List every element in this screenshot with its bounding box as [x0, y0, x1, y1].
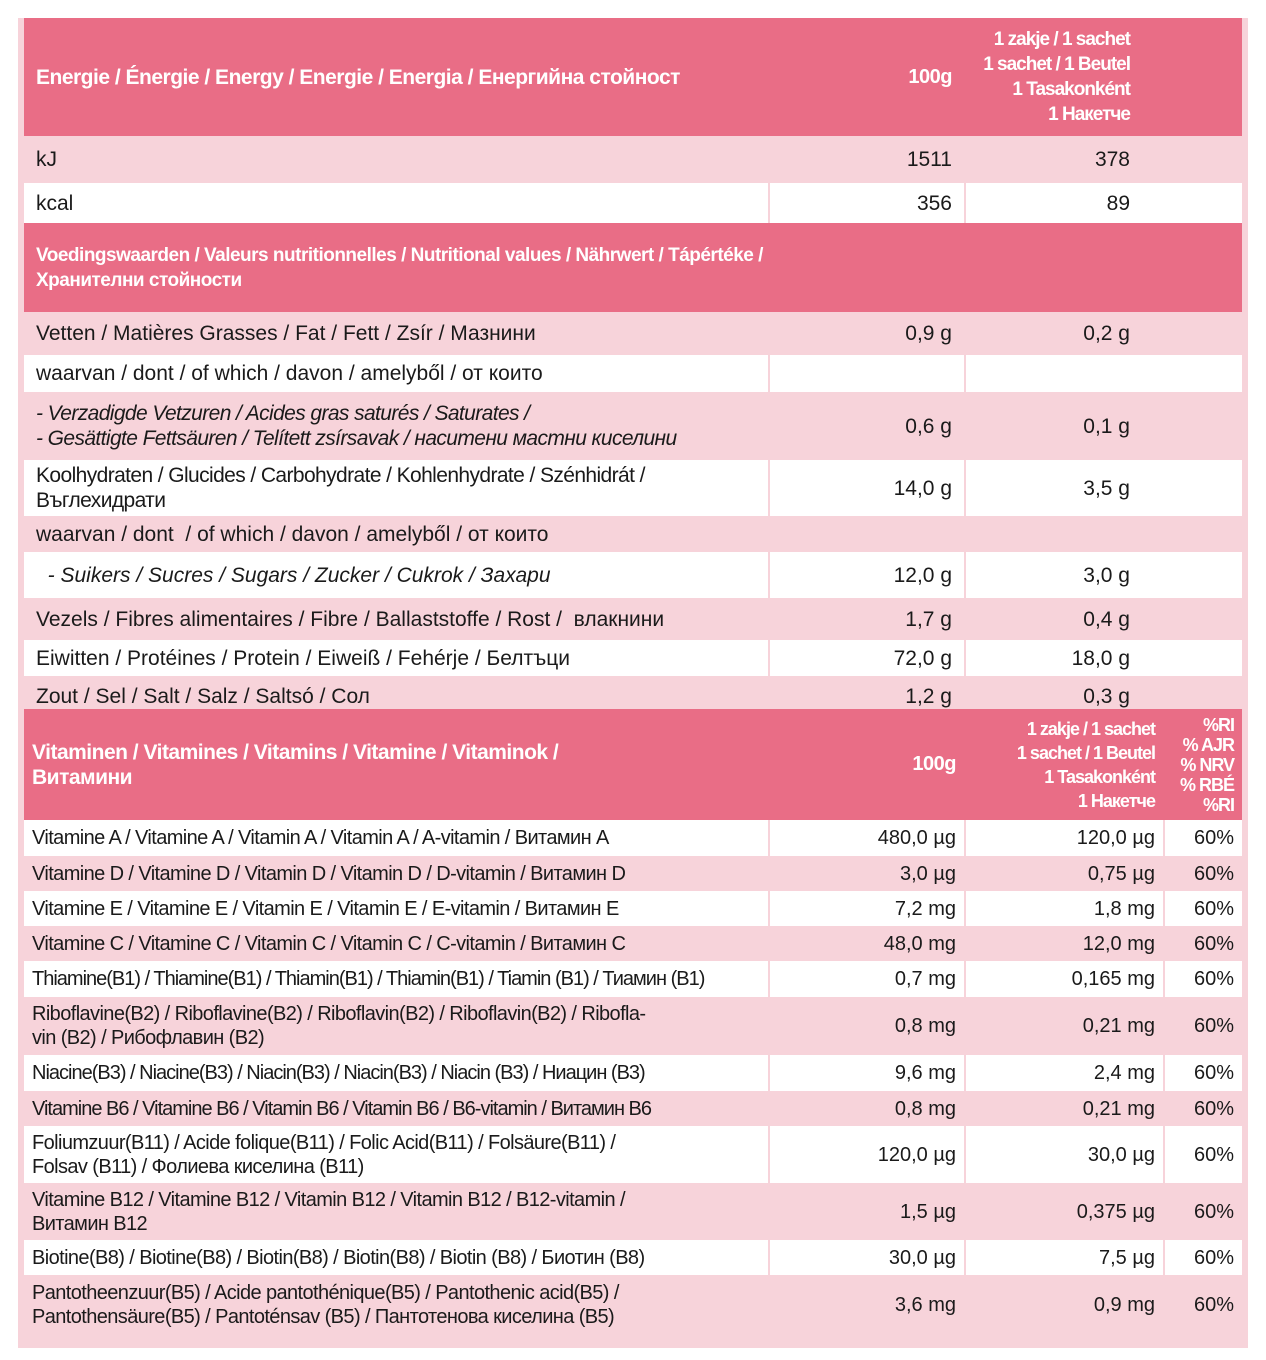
row-ri: 60% — [1163, 856, 1242, 891]
row-sachet: 378 — [964, 136, 1242, 183]
row-label-line: Vitamine E / Vitamine E / Vitamin E / Vitamin E / E-vitamin / Витамин E — [32, 897, 619, 920]
row-sachet: 0,9 mg — [964, 1275, 1163, 1335]
row-sachet: 12,0 mg — [964, 926, 1163, 961]
table-row — [24, 820, 1242, 856]
row-sachet: 0,21 mg — [964, 997, 1163, 1055]
table-row — [24, 926, 1242, 961]
row-label: Zout / Sel / Salt / Salz / Saltsó / Сол — [24, 676, 768, 716]
row-label-line: Koolhydraten / Glucides / Carbohydrate / Kohlenhydrate / Szénhidrát / — [36, 464, 645, 487]
row-per100: 120,0 µg — [768, 1126, 964, 1183]
row-per100: 0,9 g — [768, 312, 964, 355]
row-label-line: Niacine(B3) / Niacine(B3) / Niacin(B3) / Niacin(B3) / Niacin (B3) / Ниацин (B3) — [32, 1062, 645, 1084]
row-per100: 9,6 mg — [768, 1055, 964, 1091]
row-label — [24, 820, 768, 856]
row-label: kcal — [24, 183, 768, 223]
row-label: waarvan / dont / of which / davon / amelyből / от които — [24, 355, 768, 392]
energy-header-label: Energie / Énergie / Energy / Energie / Energia / Енергийна стойност — [24, 18, 768, 136]
row-label: - Suikers / Sucres / Sugars / Zucker / Cukrok / Захари — [24, 552, 768, 598]
row-sachet: 0,3 g — [964, 676, 1242, 716]
nutrition-header-row — [24, 223, 1242, 312]
energy-header-sachet-line: 1 sachet / 1 Beutel — [983, 54, 1130, 75]
row-sachet: 0,1 g — [964, 392, 1242, 460]
row-label — [24, 1126, 768, 1183]
row-label — [24, 1055, 768, 1091]
row-sachet: 1,8 mg — [964, 891, 1163, 926]
nutrition-header-label: Voedingswaarden / Valeurs nutritionnelles / Nutritional values / Nährwert / Tápértéke / Хранителни стойности — [24, 223, 1242, 312]
table-row — [24, 516, 1242, 552]
row-label-line: vin (B2) / Рибофлавин (B2) — [32, 1027, 265, 1049]
table-row — [24, 1091, 1242, 1126]
table-row — [24, 136, 1242, 183]
row-sachet — [964, 355, 1242, 392]
table-row — [24, 1183, 1242, 1240]
vitamins-header-row — [24, 709, 1242, 820]
row-per100: 14,0 g — [768, 460, 964, 516]
vitamins-header-sachet-line: 1 Накетче — [1077, 790, 1155, 811]
row-label — [24, 392, 768, 460]
row-label — [24, 1275, 768, 1335]
row-sachet: 0,75 µg — [964, 856, 1163, 891]
row-per100: 0,8 mg — [768, 997, 964, 1055]
vitamins-header-ri-line: % NRV — [1180, 754, 1234, 775]
row-per100: 1,7 g — [768, 598, 964, 640]
row-label-line: Foliumzuur(B11) / Acide folique(B11) / Folic Acid(B11) / Folsäure(B11) / — [32, 1131, 616, 1154]
row-label — [24, 891, 768, 926]
row-ri: 60% — [1163, 1275, 1242, 1335]
row-ri: 60% — [1163, 1091, 1242, 1126]
energy-header-sachet — [964, 18, 1242, 136]
row-sachet: 0,375 µg — [964, 1183, 1163, 1240]
row-per100 — [768, 516, 964, 552]
row-per100: 72,0 g — [768, 640, 964, 676]
row-per100: 0,7 mg — [768, 961, 964, 997]
row-per100: 7,2 mg — [768, 891, 964, 926]
table-row — [24, 1275, 1242, 1335]
row-per100: 1,2 g — [768, 676, 964, 716]
vitamins-header-label-line: Vitaminen / Vitamines / Vitamins / Vitamine / Vitaminok / — [32, 740, 559, 764]
vitamins-header-sachet — [964, 709, 1163, 820]
table-row — [24, 891, 1242, 926]
row-sachet — [964, 516, 1242, 552]
row-label: Vezels / Fibres alimentaires / Fibre / Ballaststoffe / Rost / влакнини — [24, 598, 768, 640]
table-row — [24, 1126, 1242, 1183]
vitamins-header-ri-line: %RI — [1202, 714, 1234, 735]
row-label: kJ — [24, 136, 768, 183]
row-sachet: 120,0 µg — [964, 820, 1163, 856]
table-row — [24, 312, 1242, 355]
energy-header-row — [24, 18, 1242, 136]
row-label-line: Въглехидрати — [36, 489, 166, 512]
row-label-line: Pantothensäure(B5) / Pantoténsav (B5) / Пантотенова киселина (B5) — [32, 1306, 615, 1328]
row-sachet: 0,21 mg — [964, 1091, 1163, 1126]
row-sachet: 3,5 g — [964, 460, 1242, 516]
row-per100: 1,5 µg — [768, 1183, 964, 1240]
table-row — [24, 961, 1242, 997]
row-ri: 60% — [1163, 820, 1242, 856]
row-per100: 3,0 µg — [768, 856, 964, 891]
row-sachet: 0,2 g — [964, 312, 1242, 355]
row-per100: 48,0 mg — [768, 926, 964, 961]
table-row — [24, 1055, 1242, 1091]
row-ri: 60% — [1163, 961, 1242, 997]
vitamins-header-ri-line: %RI — [1202, 794, 1234, 815]
row-ri: 60% — [1163, 1240, 1242, 1275]
row-ri: 60% — [1163, 1055, 1242, 1091]
table-row — [24, 598, 1242, 640]
vitamins-header-ri-line: % RBÉ — [1179, 774, 1234, 795]
table-row — [24, 392, 1242, 460]
row-label-line: - Gesättigte Fettsäuren / Telített zsírsavak / наситени мастни киселини — [36, 427, 677, 450]
row-sachet: 89 — [964, 183, 1242, 223]
row-per100 — [768, 355, 964, 392]
row-sachet: 3,0 g — [964, 552, 1242, 598]
vitamins-header-sachet-line: 1 Tasakonként — [1044, 766, 1155, 787]
vitamins-header-ri-line: % AJR — [1182, 734, 1234, 755]
row-sachet: 0,4 g — [964, 598, 1242, 640]
table-row — [24, 552, 1242, 598]
row-label-line: Витамин B12 — [32, 1212, 148, 1235]
row-ri: 60% — [1163, 1126, 1242, 1183]
row-label-line: Vitamine A / Vitamine A / Vitamin A / Vitamin A / A-vitamin / Витамин A — [32, 827, 609, 849]
row-label-line: Vitamine C / Vitamine C / Vitamin C / Vitamin C / C-vitamin / Витамин C — [32, 932, 626, 955]
row-label — [24, 961, 768, 997]
row-label — [24, 1240, 768, 1275]
row-sachet: 7,5 µg — [964, 1240, 1163, 1275]
row-label-line: Vitamine B12 / Vitamine B12 / Vitamin B12 / Vitamin B12 / B12-vitamin / — [32, 1188, 625, 1211]
row-label — [24, 1091, 768, 1126]
row-label-line: Riboflavine(B2) / Riboflavine(B2) / Riboflavin(B2) / Riboflavin(B2) / Ribofla- — [32, 1003, 646, 1025]
table-row — [24, 997, 1242, 1055]
row-label-line: Vitamine B6 / Vitamine B6 / Vitamin B6 / Vitamin B6 / B6-vitamin / Витамин B6 — [32, 1097, 652, 1120]
vitamins-header-ri — [1163, 709, 1242, 820]
row-label-line: Pantotheenzuur(B5) / Acide pantothénique(B5) / Pantothenic acid(B5) / — [32, 1282, 619, 1304]
energy-header-sachet-line: 1 zakje / 1 sachet — [993, 29, 1130, 50]
row-sachet: 0,165 mg — [964, 961, 1163, 997]
row-label — [24, 460, 768, 516]
table-row — [24, 183, 1242, 223]
row-ri: 60% — [1163, 1183, 1242, 1240]
row-per100: 3,6 mg — [768, 1275, 964, 1335]
vitamins-header-sachet-line: 1 zakje / 1 sachet — [1026, 718, 1155, 739]
row-label — [24, 1183, 768, 1240]
row-sachet: 30,0 µg — [964, 1126, 1163, 1183]
row-per100: 0,6 g — [768, 392, 964, 460]
vitamins-table — [24, 709, 1242, 1335]
row-per100: 12,0 g — [768, 552, 964, 598]
energy-header-sachet-line: 1 Tasakonként — [1012, 79, 1130, 100]
energy-header-100g: 100g — [768, 18, 964, 136]
row-label — [24, 856, 768, 891]
row-label: Vetten / Matières Grasses / Fat / Fett / Zsír / Мазнини — [24, 312, 768, 355]
row-label — [24, 926, 768, 961]
table-row — [24, 640, 1242, 676]
table-row — [24, 460, 1242, 516]
vitamins-header-100g: 100g — [768, 709, 964, 820]
row-label-line: Thiamine(B1) / Thiamine(B1) / Thiamin(B1) / Thiamin(B1) / Tiamin (B1) / Тиамин (B1) — [32, 968, 705, 990]
row-sachet: 18,0 g — [964, 640, 1242, 676]
row-label-line: Folsav (B11) / Фолиева киселина (B11) — [32, 1155, 364, 1178]
row-per100: 356 — [768, 183, 964, 223]
row-sachet: 2,4 mg — [964, 1055, 1163, 1091]
row-ri: 60% — [1163, 997, 1242, 1055]
row-label-line: - Verzadigde Vetzuren / Acides gras saturés / Saturates / — [36, 402, 530, 425]
row-label: waarvan / dont / of which / davon / amelyből / от които — [24, 516, 768, 552]
nutrition-table — [24, 18, 1242, 716]
row-per100: 480,0 µg — [768, 820, 964, 856]
row-per100: 1511 — [768, 136, 964, 183]
table-row — [24, 1240, 1242, 1275]
vitamins-header-label-line: Витамини — [32, 765, 133, 789]
row-label-line: Vitamine D / Vitamine D / Vitamin D / Vitamin D / D-vitamin / Витамин D — [32, 862, 626, 885]
row-label-line: Biotine(B8) / Biotine(B8) / Biotin(B8) / Biotin(B8) / Biotin (B8) / Биотин (B8) — [32, 1246, 645, 1269]
vitamins-header-sachet-line: 1 sachet / 1 Beutel — [1016, 742, 1155, 763]
table-row — [24, 856, 1242, 891]
vitamins-header-label — [24, 709, 768, 820]
row-ri: 60% — [1163, 926, 1242, 961]
energy-header-sachet-line: 1 Накетче — [1048, 104, 1130, 125]
table-row — [24, 355, 1242, 392]
row-per100: 30,0 µg — [768, 1240, 964, 1275]
row-ri: 60% — [1163, 891, 1242, 926]
row-label: Eiwitten / Protéines / Protein / Eiweiß / Fehérje / Белтъци — [24, 640, 768, 676]
row-label — [24, 997, 768, 1055]
row-per100: 0,8 mg — [768, 1091, 964, 1126]
